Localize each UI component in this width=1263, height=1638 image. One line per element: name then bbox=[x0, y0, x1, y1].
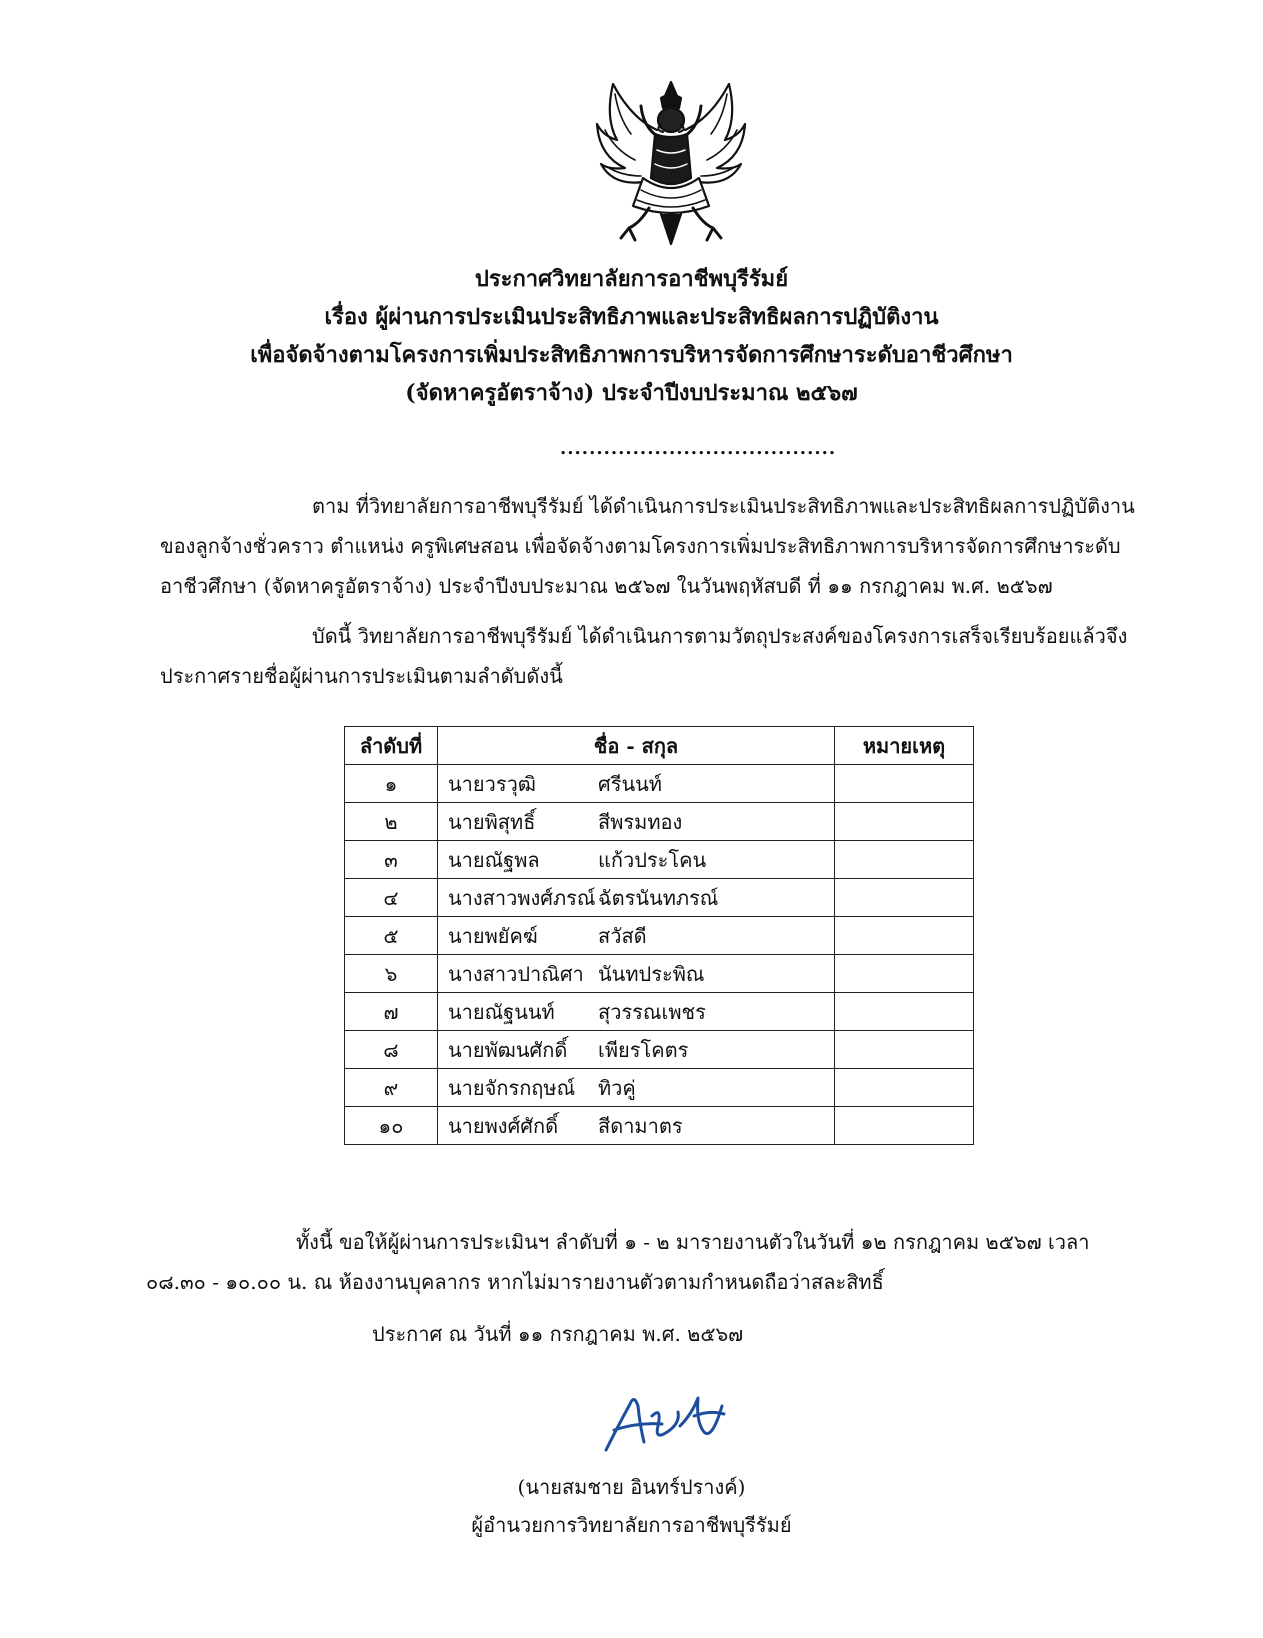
row-number: ๔ bbox=[345, 879, 438, 917]
row-lastname: แก้วประโคน bbox=[598, 847, 707, 872]
row-lastname: ศรีนนท์ bbox=[598, 771, 662, 796]
row-firstname: นางสาวปาณิศา bbox=[448, 961, 584, 986]
row-fullname bbox=[438, 841, 835, 879]
row-fullname bbox=[438, 1107, 835, 1145]
table-row bbox=[345, 993, 974, 1031]
paragraph-3-line-1: ทั้งนี้ ขอให้ผู้ผ่านการประเมินฯ ลำดับที่ ๑ - ๒ มารายงานตัวในวันที่ ๑๒ กรกฎาคม ๒๕๖๗ เวลา bbox=[296, 1230, 1090, 1254]
row-lastname: สีดามาตร bbox=[598, 1113, 683, 1138]
table-row bbox=[345, 1031, 974, 1069]
row-firstname: นายวรวุฒิ bbox=[448, 771, 536, 796]
paragraph-1-line-2: ของลูกจ้างชั่วคราว ตำแหน่ง ครูพิเศษสอน เพื่อจัดจ้างตามโครงการเพิ่มประสิทธิภาพการบริหารจัดการศึกษาระดับ bbox=[160, 534, 1121, 558]
row-number: ๙ bbox=[345, 1069, 438, 1107]
table-body bbox=[345, 765, 974, 1145]
row-fullname bbox=[438, 917, 835, 955]
paragraph-1-line-1: ตาม ที่วิทยาลัยการอาชีพบุรีรัมย์ ได้ดำเนินการประเมินประสิทธิภาพและประสิทธิผลการปฏิบัติงาน bbox=[312, 494, 1135, 518]
row-note bbox=[835, 803, 974, 841]
table-row bbox=[345, 765, 974, 803]
row-lastname: สวัสดี bbox=[598, 923, 647, 948]
row-lastname: สุวรรณเพชร bbox=[598, 999, 706, 1024]
row-firstname: นายจักรกฤษณ์ bbox=[448, 1075, 576, 1100]
row-firstname: นายพยัคฆ์ bbox=[448, 923, 538, 948]
signer-position: ผู้อำนวยการวิทยาลัยการอาชีพบุรีรัมย์ bbox=[471, 1513, 792, 1537]
row-note bbox=[835, 1107, 974, 1145]
signature-icon bbox=[600, 1386, 730, 1458]
table-row bbox=[345, 917, 974, 955]
signer-name: (นายสมชาย อินทร์ปรางค์) bbox=[517, 1475, 746, 1499]
passed-candidates-table bbox=[344, 726, 974, 1145]
table-header-row bbox=[345, 727, 974, 765]
row-lastname: ฉัตรนันทภรณ์ bbox=[598, 885, 719, 910]
table-row bbox=[345, 1107, 974, 1145]
header-line-4: (จัดหาครูอัตราจ้าง) ประจำปีงบประมาณ ๒๕๖๗ bbox=[405, 380, 858, 406]
paragraph-1-line-3: อาชีวศึกษา (จัดหาครูอัตราจ้าง) ประจำปีงบประมาณ ๒๕๖๗ ในวันพฤหัสบดี ที่ ๑๑ กรกฎาคม พ.ศ. ๒๕๖๗ bbox=[160, 574, 1053, 598]
row-note bbox=[835, 993, 974, 1031]
table-row bbox=[345, 841, 974, 879]
row-fullname bbox=[438, 993, 835, 1031]
paragraph-2-line-2: ประกาศรายชื่อผู้ผ่านการประเมินตามลำดับดังนี้ bbox=[160, 664, 563, 688]
row-number: ๗ bbox=[345, 993, 438, 1031]
row-number: ๘ bbox=[345, 1031, 438, 1069]
row-note bbox=[835, 955, 974, 993]
row-note bbox=[835, 765, 974, 803]
announce-date: ประกาศ ณ วันที่ ๑๑ กรกฎาคม พ.ศ. ๒๕๖๗ bbox=[372, 1322, 744, 1346]
row-fullname bbox=[438, 1069, 835, 1107]
row-number: ๒ bbox=[345, 803, 438, 841]
row-number: ๓ bbox=[345, 841, 438, 879]
row-lastname: นันทประพิณ bbox=[598, 961, 705, 986]
row-fullname bbox=[438, 879, 835, 917]
row-note bbox=[835, 879, 974, 917]
row-lastname: สีพรมทอง bbox=[598, 809, 683, 834]
header-line-2: เรื่อง ผู้ผ่านการประเมินประสิทธิภาพและประสิทธิผลการปฏิบัติงาน bbox=[324, 304, 939, 330]
header-name: ชื่อ - สกุล bbox=[438, 727, 835, 765]
paragraph-3-line-2: ๐๘.๓๐ - ๑๐.๐๐ น. ณ ห้องงานบุคลากร หากไม่มารายงานตัวตามกำหนดถือว่าสละสิทธิ์ bbox=[146, 1270, 884, 1294]
row-fullname bbox=[438, 803, 835, 841]
table-row bbox=[345, 1069, 974, 1107]
table-row bbox=[345, 955, 974, 993]
row-number: ๕ bbox=[345, 917, 438, 955]
row-firstname: นายพัฒนศักดิ์ bbox=[448, 1037, 568, 1062]
row-fullname bbox=[438, 1031, 835, 1069]
row-firstname: นางสาวพงศ์ภรณ์ bbox=[448, 885, 596, 910]
header-line-3: เพื่อจัดจ้างตามโครงการเพิ่มประสิทธิภาพการบริหารจัดการศึกษาระดับอาชีวศึกษา bbox=[250, 342, 1013, 368]
row-firstname: นายณัฐนนท์ bbox=[448, 999, 555, 1024]
garuda-seal-icon bbox=[591, 78, 751, 248]
row-number: ๖ bbox=[345, 955, 438, 993]
header-separator: ...................................... bbox=[560, 438, 837, 459]
row-note bbox=[835, 1069, 974, 1107]
table-row bbox=[345, 879, 974, 917]
header-note: หมายเหตุ bbox=[835, 727, 974, 765]
row-lastname: ทิวคู่ bbox=[598, 1075, 636, 1100]
row-firstname: นายพิสุทธิ์ bbox=[448, 809, 536, 834]
row-number: ๑๐ bbox=[345, 1107, 438, 1145]
header-line-1: ประกาศวิทยาลัยการอาชีพบุรีรัมย์ bbox=[474, 266, 789, 292]
row-fullname bbox=[438, 765, 835, 803]
row-note bbox=[835, 1031, 974, 1069]
row-fullname bbox=[438, 955, 835, 993]
row-firstname: นายณัฐพล bbox=[448, 847, 540, 872]
row-note bbox=[835, 841, 974, 879]
row-firstname: นายพงศ์ศักดิ์ bbox=[448, 1113, 559, 1138]
row-lastname: เพียรโคตร bbox=[598, 1037, 689, 1062]
row-note bbox=[835, 917, 974, 955]
header-number: ลำดับที่ bbox=[345, 727, 438, 765]
paragraph-2-line-1: บัดนี้ วิทยาลัยการอาชีพบุรีรัมย์ ได้ดำเนินการตามวัตถุประสงค์ของโครงการเสร็จเรียบร้อยแล้วจึง bbox=[312, 624, 1128, 648]
table-row bbox=[345, 803, 974, 841]
row-number: ๑ bbox=[345, 765, 438, 803]
